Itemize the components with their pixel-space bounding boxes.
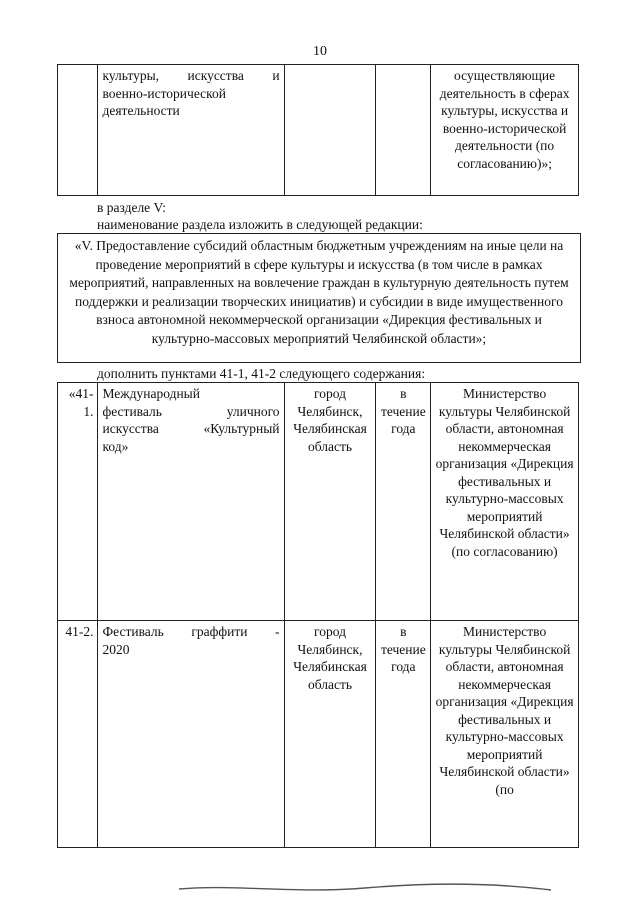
- cell-term: в течение года: [376, 383, 431, 621]
- instruction-rename: наименование раздела изложить в следующей редакции:: [97, 217, 423, 232]
- cell-number: 41-2.: [58, 621, 98, 848]
- cell-term: в течение года: [376, 621, 431, 848]
- instruction-add: дополнить пунктами 41-1, 41-2 следующего содержания:: [97, 366, 426, 381]
- cell-executor: Министерство культуры Челябинской области, автономная некоммерческая организация «Дирекция фестивальных и культурно-массовых мероприятий Челябинской области» (по: [431, 621, 579, 848]
- table-row: [58, 383, 579, 621]
- page-number: 10: [313, 44, 327, 59]
- text-line: Международный: [102, 386, 200, 401]
- cell-place: город Челябинск, Челябинская область: [284, 383, 376, 621]
- text-line: код»: [102, 438, 129, 454]
- cell-event-name: [98, 621, 284, 848]
- text-line: культуры, искусства и: [102, 68, 280, 83]
- cell-executor: Министерство культуры Челябинской области, автономная некоммерческая организация «Дирекция фестивальных и культурно-массовых мероприятий Челябинской области» (по согласованию): [431, 383, 579, 621]
- text-line: военно-исторической: [102, 85, 226, 101]
- text-line: деятельности: [102, 103, 180, 118]
- signature-scribble: [175, 880, 555, 896]
- text-line: Фестиваль граффити -: [102, 624, 280, 639]
- continued-table: [57, 64, 579, 196]
- cell-number: [58, 65, 98, 196]
- cell-term: [376, 65, 431, 196]
- section-title-box: «V. Предоставление субсидий областным бюджетным учреждениям на иные цели на проведение мероприятий в сфере культуры и искусства (в том числе в рамках мероприятий, направленных на вовлечение граждан в культурную деятельность путем поддержки и реализации творческих инициатив) и субсидии в виде имущественного взноса автономной некоммерческой организации «Дирекция фестивальных и культурно-массовых мероприятий Челябинской области»;: [57, 233, 581, 363]
- table-row: [58, 65, 579, 196]
- cell-event-name: [98, 383, 284, 621]
- cell-number: «41-1.: [58, 383, 98, 621]
- cell-event-name: [98, 65, 284, 196]
- instruction-section: в разделе V:: [97, 200, 167, 215]
- text-line: фестиваль уличного: [102, 403, 280, 419]
- text-line: 2020: [102, 641, 130, 657]
- text-line: искусства «Культурный: [102, 421, 280, 436]
- cell-executor: осуществляющие деятельность в сферах культуры, искусства и военно-исторической деятельности (по согласованию)»;: [431, 65, 579, 196]
- cell-place: город Челябинск, Челябинская область: [284, 621, 376, 848]
- cell-place: [284, 65, 376, 196]
- events-table: [57, 382, 579, 848]
- table-row: [58, 621, 579, 848]
